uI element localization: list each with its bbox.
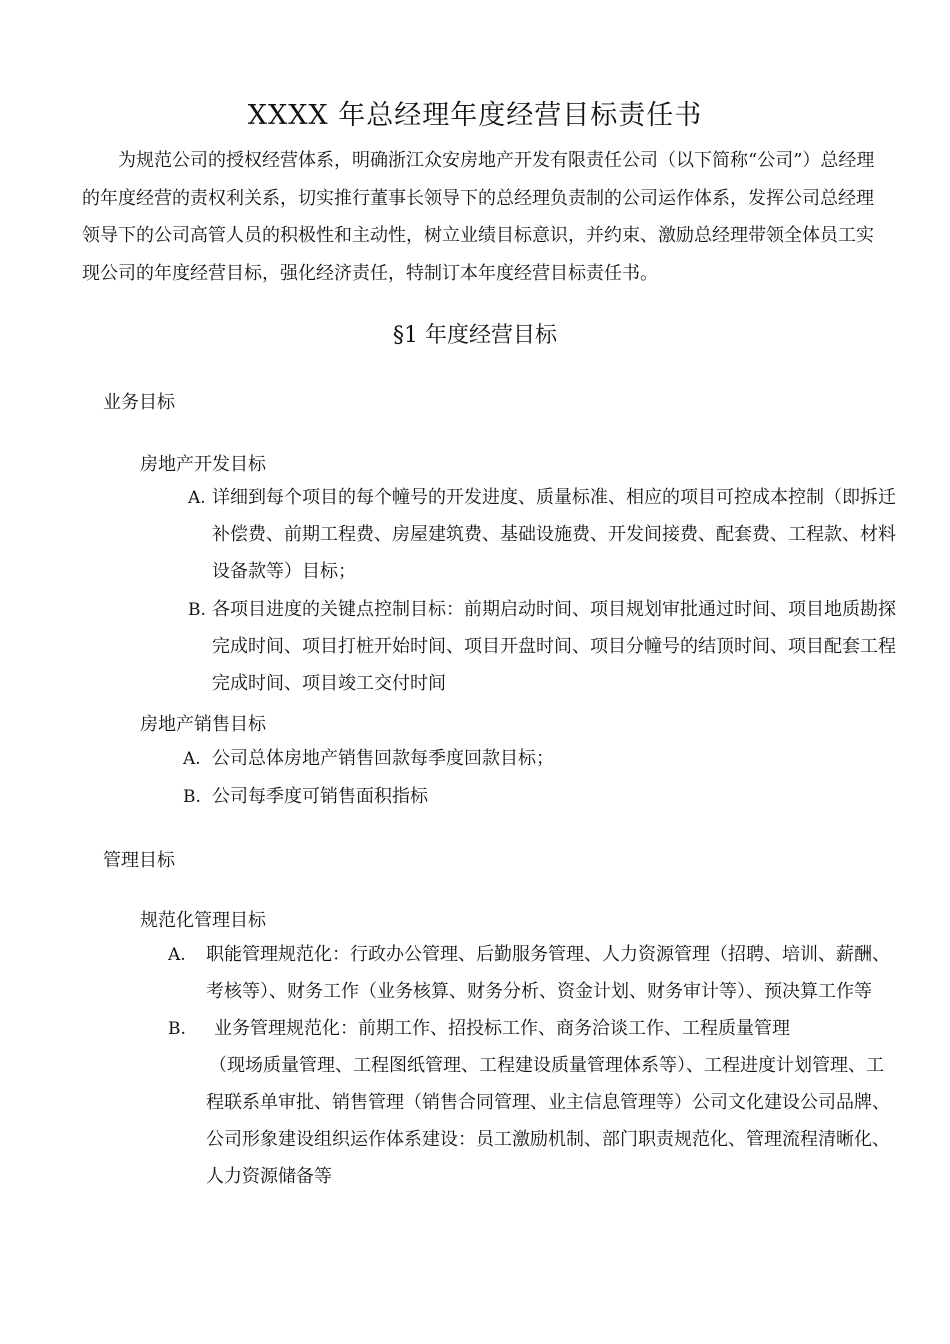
document-title: XXXX 年总经理年度经营目标责任书 — [247, 100, 703, 131]
intro-line: 领导下的公司高管人员的积极性和主动性，树立业绩目标意识，并约束、激励总经理带领全体员工实 — [82, 225, 874, 246]
list-item-line: 程联系单审批、销售管理（销售合同管理、业主信息管理等）公司文化建设公司品牌、 — [206, 1092, 890, 1113]
list-item-label: A. — [183, 749, 201, 769]
list-item-line: 详细到每个项目的每个幢号的开发进度、质量标准、相应的项目可控成本控制（即拆迁 — [212, 487, 896, 508]
list-item-line: （现场质量管理、工程图纸管理、工程建设质量管理体系等）、工程进度计划管理、工 — [209, 1055, 884, 1076]
list-item-label: B. — [188, 600, 206, 620]
intro-line: 的年度经营的责权利关系，切实推行董事长领导下的总经理负责制的公司运作体系，发挥公司总经理 — [82, 187, 874, 209]
sales-goals-heading: 房地产销售目标 — [140, 714, 266, 735]
list-item-line: 业务管理规范化：前期工作、招投标工作、商务洽谈工作、工程质量管理 — [214, 1018, 790, 1039]
development-goals-heading: 房地产开发目标 — [140, 454, 266, 475]
intro-line: 现公司的年度经营目标，强化经济责任，特制订本年度经营目标责任书。 — [82, 262, 658, 284]
list-item-line: 公司形象建设组织运作体系建设：员工激励机制、部门职责规范化、管理流程清晰化、 — [206, 1129, 890, 1150]
list-item — [206, 1010, 890, 1195]
business-goals-heading: 业务目标 — [103, 392, 175, 413]
list-item-label: B. — [168, 1019, 186, 1039]
list-item — [212, 479, 896, 590]
list-item-line: 设备款等）目标； — [212, 561, 356, 582]
list-item — [212, 740, 554, 777]
section-heading: §1 年度经营目标 — [393, 323, 557, 348]
list-item-label: B. — [183, 787, 201, 807]
standardization-goals-heading: 规范化管理目标 — [140, 910, 266, 931]
list-item-line: 考核等）、财务工作（业务核算、财务分析、资金计划、财务审计等）、预决算工作等 — [206, 981, 872, 1002]
list-item — [212, 591, 896, 702]
list-item-line: 完成时间、项目竣工交付时间 — [212, 673, 446, 694]
list-item-label: A. — [188, 488, 206, 508]
list-item-label: A. — [168, 945, 186, 965]
list-item-line: 公司每季度可销售面积指标 — [212, 786, 428, 807]
list-item-line: 职能管理规范化：行政办公管理、后勤服务管理、人力资源管理（招聘、培训、薪酬、 — [206, 944, 890, 965]
list-item-line: 补偿费、前期工程费、房屋建筑费、基础设施费、开发间接费、配套费、工程款、材料 — [212, 524, 896, 545]
list-item-line: 人力资源储备等 — [206, 1166, 332, 1187]
intro-paragraph — [82, 142, 937, 292]
list-item — [212, 778, 428, 815]
list-item-line: 各项目进度的关键点控制目标：前期启动时间、项目规划审批通过时间、项目地质勘探 — [212, 599, 896, 620]
management-goals-heading: 管理目标 — [103, 850, 175, 871]
list-item-line: 完成时间、项目打桩开始时间、项目开盘时间、项目分幢号的结顶时间、项目配套工程 — [212, 636, 896, 657]
list-item — [206, 936, 890, 1010]
list-item-line: 公司总体房地产销售回款每季度回款目标； — [212, 748, 554, 769]
intro-line: 为规范公司的授权经营体系，明确浙江众安房地产开发有限责任公司（以下简称“公司”）总经理 — [118, 150, 875, 171]
